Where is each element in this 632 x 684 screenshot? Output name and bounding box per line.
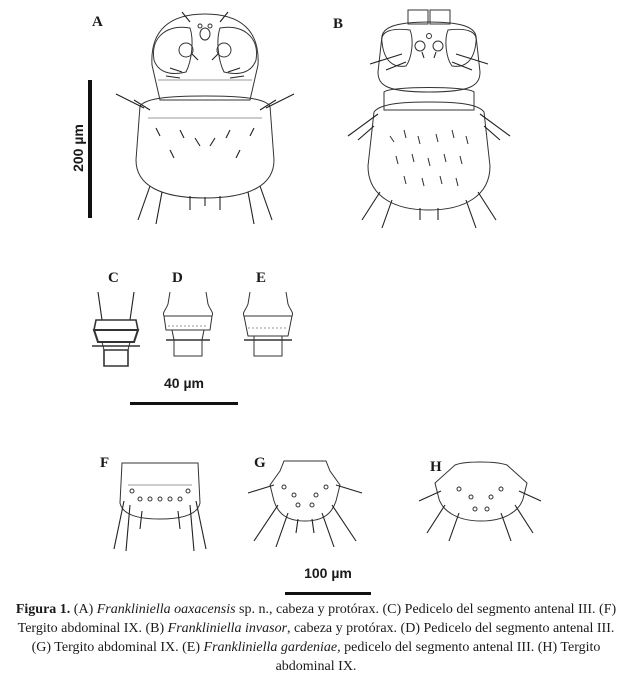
scale-bar-200um: [72, 80, 92, 220]
caption-label: Figura 1.: [15, 602, 71, 617]
drawing-b-head-prothorax: [340, 6, 520, 232]
scale-bar-100um: [285, 565, 371, 595]
drawing-c-pedicel: [88, 290, 148, 370]
scale-bar-line: [285, 592, 371, 595]
drawing-h-tergite: [415, 455, 545, 555]
panel-label-e: E: [256, 270, 267, 286]
panel-label-g: G: [254, 455, 266, 471]
species-name: Frankliniella oaxacensis: [96, 602, 236, 617]
scale-bar-label: 40 µm: [164, 375, 204, 391]
species-name: Frankliniella gardeniae: [203, 640, 338, 655]
scale-bar-label: 100 µm: [304, 565, 352, 581]
scale-bar-label: 200 µm: [70, 124, 86, 172]
caption-text: sp. n., cabeza y protórax. (C) Pedicelo del segmento antenal III. (F) Tergito abdominal IX. (B): [17, 602, 617, 636]
caption-text: , pedicelo del segmento antenal III. (H) Tergito abdominal IX.: [275, 640, 601, 674]
caption-text: , cabeza y protórax. (D) Pedicelo del segmento antenal III.(G) Tergito abdominal IX. (E): [31, 621, 615, 655]
scale-bar-40um: [130, 375, 238, 405]
drawing-e-pedicel: [240, 290, 300, 370]
drawing-g-tergite: [240, 455, 370, 555]
scale-bar-line: [88, 80, 92, 218]
drawing-a-head-prothorax: [110, 10, 300, 230]
figure-caption: [8, 600, 624, 676]
panel-label-h: H: [430, 459, 442, 475]
panel-label-d: D: [172, 270, 183, 286]
caption-text: (A): [70, 602, 97, 617]
panel-label-b: B: [333, 16, 344, 32]
panel-label-c: C: [108, 270, 119, 286]
species-name: Frankliniella invasor: [167, 621, 288, 636]
scale-bar-line: [130, 402, 238, 405]
panel-label-f: F: [100, 455, 110, 471]
drawing-f-tergite: [100, 455, 220, 555]
panel-label-a: A: [92, 14, 103, 30]
drawing-d-pedicel: [160, 290, 220, 370]
